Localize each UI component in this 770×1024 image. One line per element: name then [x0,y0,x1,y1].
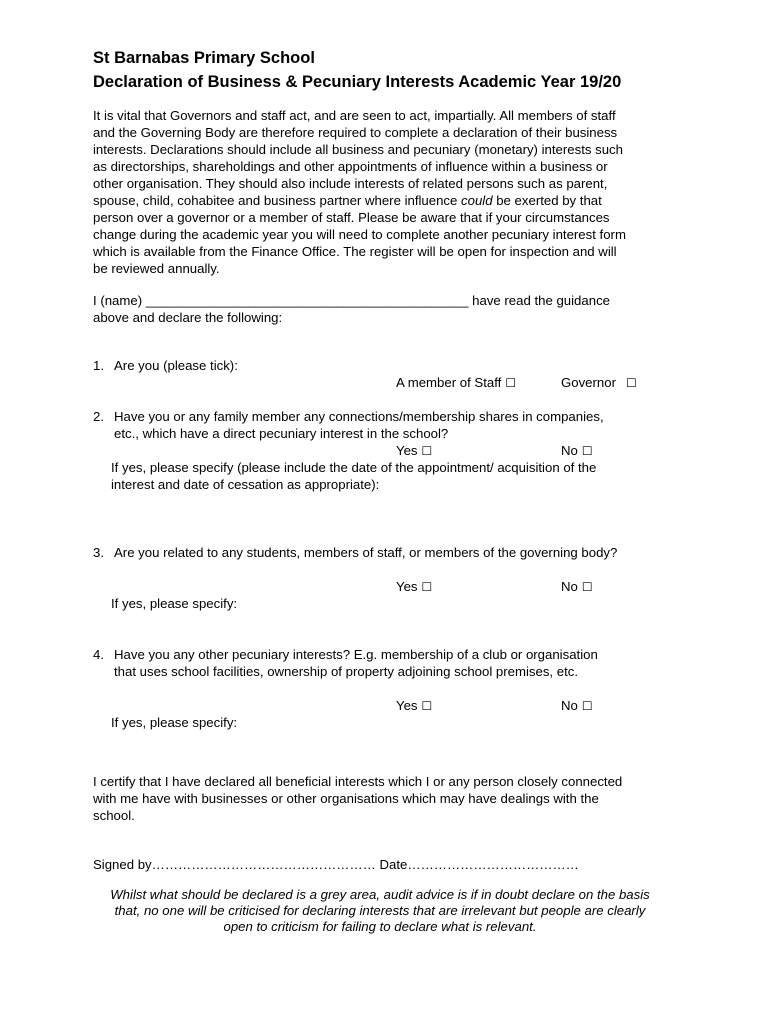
q3-no-label: No [561,579,578,594]
signed-by-label: Signed by [93,857,152,872]
q4-no-checkbox[interactable]: ☐ [581,699,593,713]
name-declaration [93,292,610,326]
certification-paragraph [93,773,622,824]
intro-line: change during the academic year you will need to complete another pecuniary interest form [93,227,626,242]
q4-yes-label: Yes [396,698,418,713]
q1-staff-option [396,375,516,390]
audit-note-line: that, no one will be criticised for declaring interests that are irrelevant but people are clearly [114,903,646,918]
q2-number: 2. [93,409,104,424]
intro-line-tail: be exerted by that [492,193,602,208]
certify-line: I certify that I have declared all beneficial interests which I or any person closely connected [93,774,623,789]
q2-no-label: No [561,443,578,458]
intro-line: as directorships, shareholdings and other appointments of influence within a business or [93,159,608,174]
q2-yes-checkbox[interactable]: ☐ [421,444,433,458]
certify-line: school. [93,808,135,823]
intro-line: person over a governor or a member of staff. Please be aware that if your circumstances [93,210,610,225]
audit-note-line: open to criticism for failing to declare what is relevant. [223,919,537,934]
intro-line [93,192,626,209]
intro-line-text: spouse, child, cohabitee and business partner where influence [93,193,462,208]
intro-line: and the Governing Body are therefore required to complete a declaration of their business [93,125,618,140]
q2-line-2: etc., which have a direct pecuniary interest in the school? [114,426,449,441]
name-line [93,292,610,309]
intro-line: be reviewed annually. [93,261,220,276]
signed-by-field[interactable]: …………………………………………… [151,857,376,872]
q1-governor-label: Governor [561,375,616,390]
q1-text: Are you (please tick): [114,358,238,373]
q4-line-2: that uses school facilities, ownership of property adjoining school premises, etc. [114,664,578,679]
q3-no-option [561,579,593,594]
q3-number: 3. [93,545,104,560]
q4-specify: If yes, please specify: [111,715,238,730]
q2-no-option [561,443,593,458]
q3-yes-checkbox[interactable]: ☐ [421,580,433,594]
q4-yes-option [396,698,432,713]
date-label: Date [375,857,408,872]
q3-text: Are you related to any students, members of staff, or members of the governing body? [114,545,618,560]
name-suffix: have read the guidance [468,293,610,308]
intro-line: It is vital that Governors and staff act, and are seen to act, impartially. All members of staff [93,108,616,123]
q3-specify: If yes, please specify: [111,596,238,611]
date-field[interactable]: ………………………………… [407,857,579,872]
name-prefix: I (name) [93,293,146,308]
intro-paragraph [93,107,626,277]
q4-no-option [561,698,593,713]
governor-checkbox[interactable]: ☐ [625,376,637,390]
intro-line: which is available from the Finance Office. The register will be open for inspection and will [93,244,617,259]
certify-line: with me have with businesses or other organisations which may have dealings with the [93,791,599,806]
q4-yes-checkbox[interactable]: ☐ [421,699,433,713]
q2-no-checkbox[interactable]: ☐ [581,444,593,458]
intro-line: other organisation. They should also include interests of related persons such as parent, [93,176,608,191]
q1-staff-label: A member of Staff [396,375,502,390]
q1-governor-option [561,375,637,390]
intro-emphasis: could [461,193,493,208]
q2-specify-1: If yes, please specify (please include the date of the appointment/ acquisition of the [111,460,597,475]
q3-yes-option [396,579,432,594]
q2-yes-option [396,443,432,458]
q2-line-1: Have you or any family member any connections/membership shares in companies, [114,409,604,424]
q4-no-label: No [561,698,578,713]
signature-line [93,856,579,873]
q2-specify-2: interest and date of cessation as appropriate): [111,477,380,492]
document-title: Declaration of Business & Pecuniary Interests Academic Year 19/20 [93,73,622,91]
name-line-2: above and declare the following: [93,310,283,325]
audit-note-line: Whilst what should be declared is a grey area, audit advice is if in doubt declare on the basis [110,887,650,902]
q1-number: 1. [93,358,104,373]
school-name: St Barnabas Primary School [93,49,315,67]
q4-line-1: Have you any other pecuniary interests? E.g. membership of a club or organisation [114,647,598,662]
q2-yes-label: Yes [396,443,418,458]
q4-number: 4. [93,647,104,662]
audit-note [80,887,680,935]
q3-no-checkbox[interactable]: ☐ [581,580,593,594]
intro-line: interests. Declarations should include all business and pecuniary (monetary) interests such [93,142,623,157]
name-blank-field[interactable]: ____________________________________________ [145,293,469,308]
q3-yes-label: Yes [396,579,418,594]
staff-checkbox[interactable]: ☐ [505,376,517,390]
